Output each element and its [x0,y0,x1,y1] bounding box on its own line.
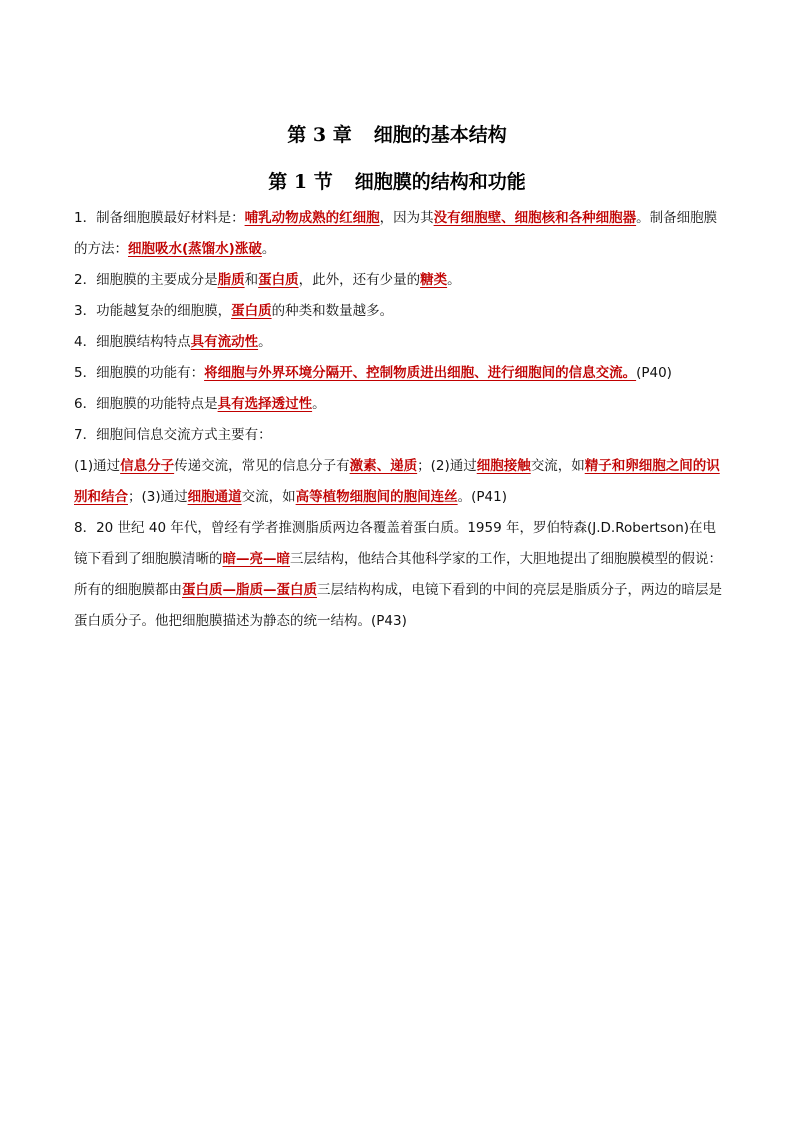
item-6 [74,389,724,420]
key-answer: 脂质 [217,272,245,288]
key-answer: 细胞通道 [187,489,242,505]
key-answer: 哺乳动物成熟的红细胞 [244,210,380,226]
text-segment: 交流，如 [241,489,296,505]
section-name: 细胞膜的结构和功能 [354,171,526,193]
item-7 [74,420,724,451]
text-segment: 交流，如 [530,458,585,474]
text-segment: 。 [312,396,326,412]
text-segment: 三层结构构成，电镜下看到的中间的亮层是脂质分子，两边的暗层是蛋白质分子。他把细胞膜描述为静态的统一结构。(P43) [74,582,722,629]
text-segment: ；(2)通过 [417,458,477,474]
key-answer: 蛋白质 [258,272,299,288]
text-segment: 5．细胞膜的功能有： [74,365,205,381]
section-number: 第 1 节 [268,171,333,193]
key-answer: 蛋白质—脂质—蛋白质 [182,582,317,598]
text-segment: 。制备细胞膜的方法： [74,210,718,257]
key-answer: 高等植物细胞间的胞间连丝 [295,489,458,505]
key-answer: 具有流动性 [190,334,259,350]
text-segment: 2．细胞膜的主要成分是 [74,272,218,288]
item-1 [74,203,724,265]
text-segment: 6．细胞膜的功能特点是 [74,396,218,412]
key-answer: 蛋白质 [231,303,272,319]
text-segment: (1)通过 [74,458,121,474]
key-answer: 糖类 [420,272,448,288]
text-segment: 的种类和数量越多。 [271,303,394,319]
text-segment: ，此外，还有少量的 [298,272,421,288]
item-8 [74,513,724,637]
text-segment: 。 [447,272,461,288]
item-7-detail [74,451,724,513]
text-segment: ；(3)通过 [128,489,188,505]
document-body [74,203,724,637]
text-segment: 7．细胞间信息交流方式主要有： [74,427,272,443]
item-4 [74,327,724,358]
text-segment: 1．制备细胞膜最好材料是： [74,210,245,226]
text-segment: 3．功能越复杂的细胞膜， [74,303,232,319]
key-answer: 将细胞与外界环境分隔开、控制物质进出细胞、进行细胞间的信息交流。 [204,365,637,381]
key-answer: 细胞接触 [476,458,531,474]
chapter-number: 第 3 章 [287,124,352,146]
text-segment: 。 [261,241,276,257]
item-5 [74,358,724,389]
text-segment: 4．细胞膜结构特点 [74,334,191,350]
text-segment: 。(P41) [457,489,507,505]
text-segment: 三层结构，他结合其他科学家的工作，大胆地提出了细胞膜模型的假说：所有的细胞膜都由 [74,551,722,598]
key-answer: 具有选择透过性 [217,396,313,412]
key-answer: 精子和卵细胞之间的识别和结合 [74,458,720,505]
item-2 [74,265,724,296]
key-answer: 细胞吸水(蒸馏水)涨破 [128,241,262,257]
text-segment: 传递交流，常见的信息分子有 [174,458,350,474]
chapter-name: 细胞的基本结构 [373,124,507,146]
key-answer: 暗—亮—暗 [222,551,290,567]
text-segment: (P40) [636,365,672,381]
key-answer: 激素、递质 [349,458,418,474]
key-answer: 信息分子 [120,458,175,474]
text-segment: 8．20 世纪 40 年代，曾经有学者推测脂质两边各覆盖着蛋白质。1959 年，罗伯特森(J.D.Robertson)在电镜下看到了细胞膜清晰的 [74,520,717,567]
text-segment: 和 [244,272,259,288]
item-3 [74,296,724,327]
key-answer: 没有细胞壁、细胞核和各种细胞器 [433,210,637,226]
text-segment: 。 [258,334,272,350]
chapter-title [0,120,794,147]
text-segment: ，因为其 [379,210,434,226]
section-title [0,167,794,194]
